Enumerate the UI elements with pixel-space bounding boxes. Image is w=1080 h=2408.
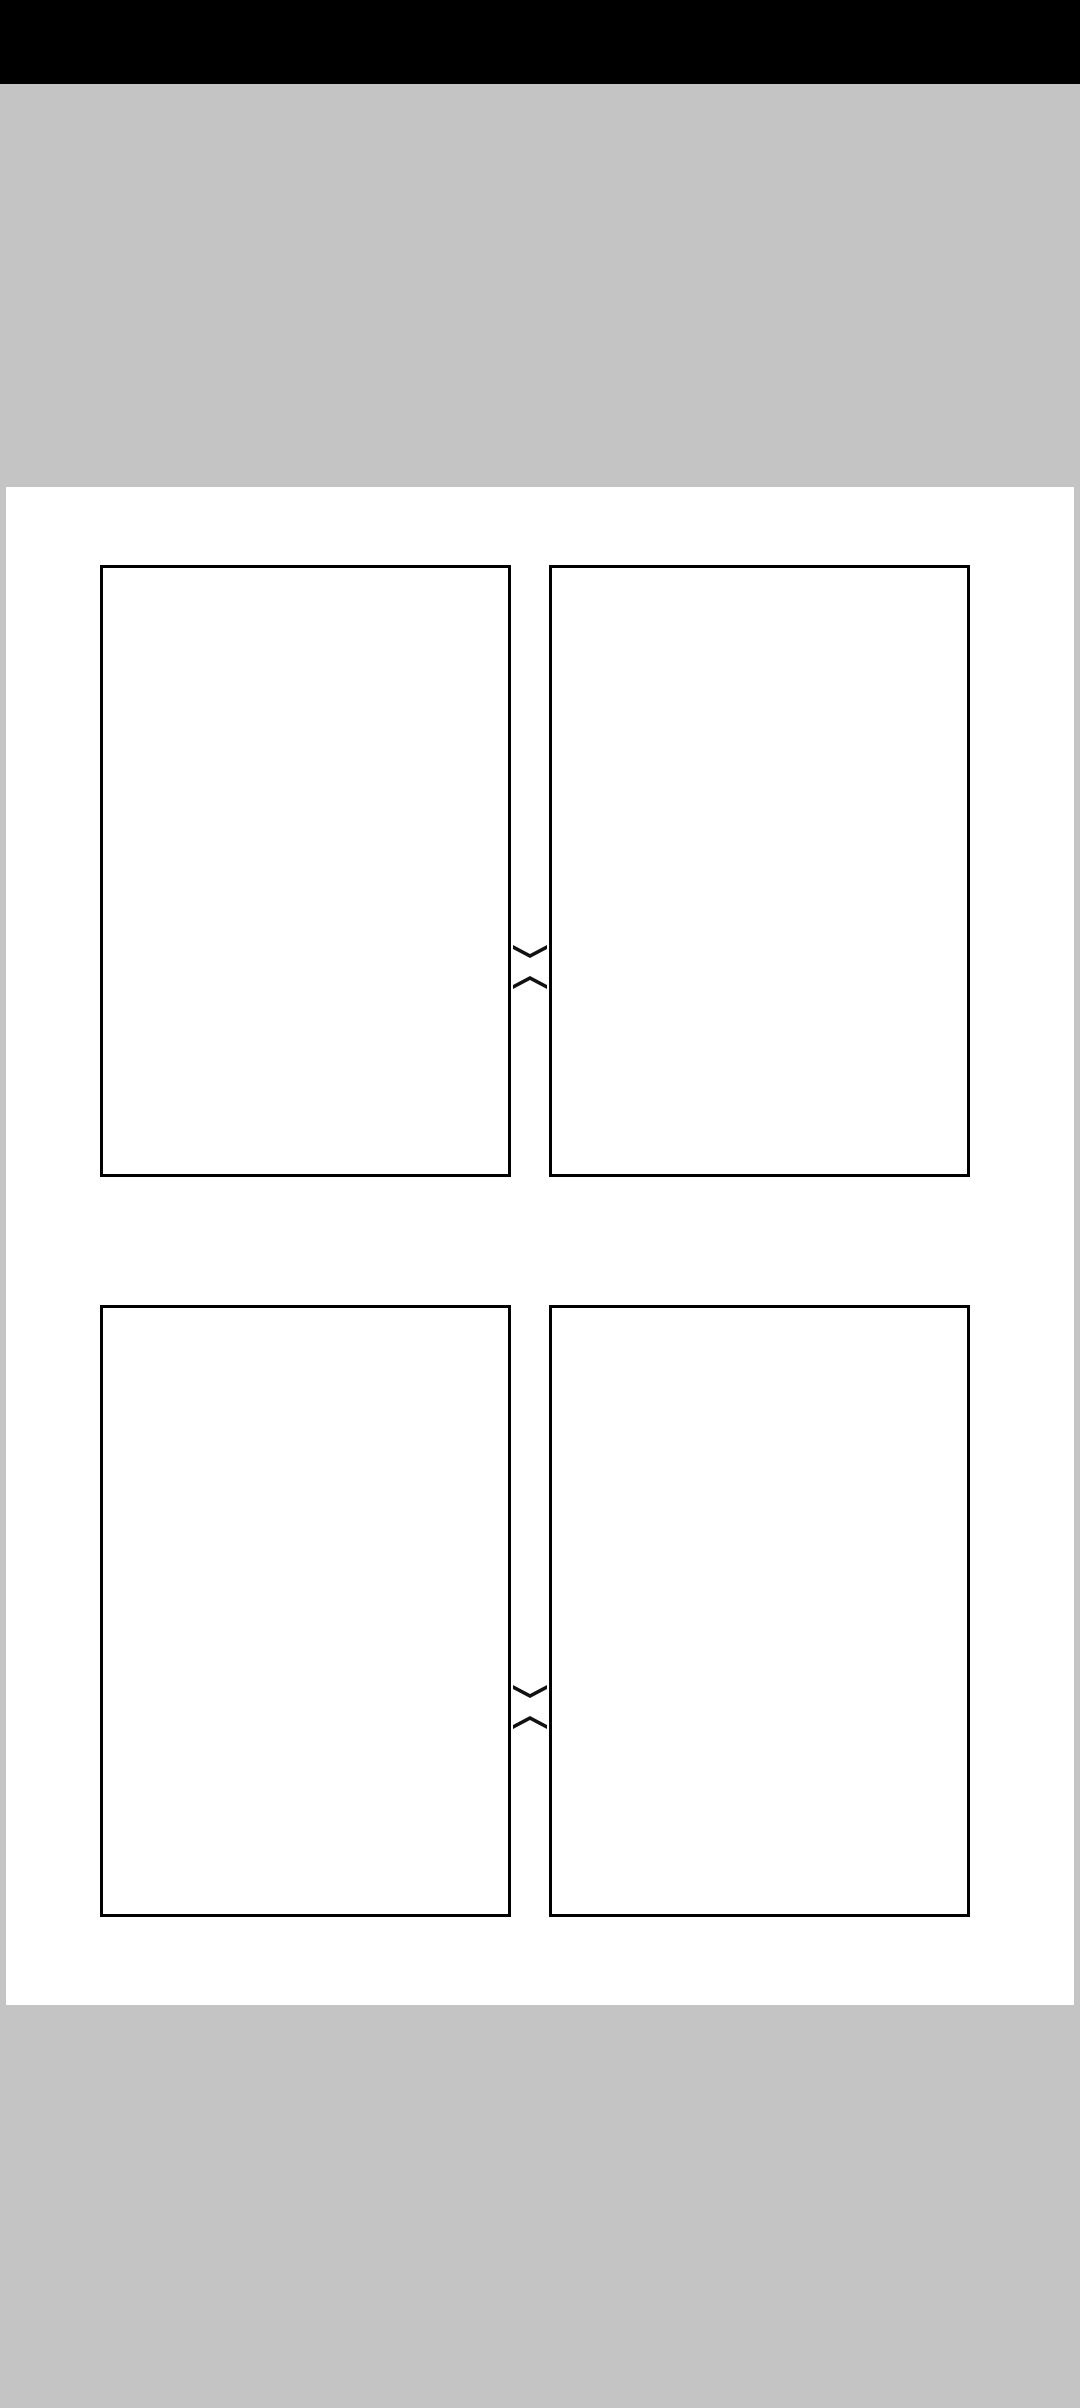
book-spread-top xyxy=(100,565,970,1177)
spine-bottom xyxy=(508,1305,552,1917)
fish-tail-mark-icon xyxy=(513,975,547,989)
fish-tail-mark-icon xyxy=(513,1715,547,1729)
fish-tail-mark-icon xyxy=(513,945,547,959)
book-spread-bottom xyxy=(100,1305,970,1917)
top-status-bar xyxy=(0,0,1080,84)
fish-tail-mark-icon xyxy=(513,1685,547,1699)
spine-top xyxy=(508,565,552,1177)
